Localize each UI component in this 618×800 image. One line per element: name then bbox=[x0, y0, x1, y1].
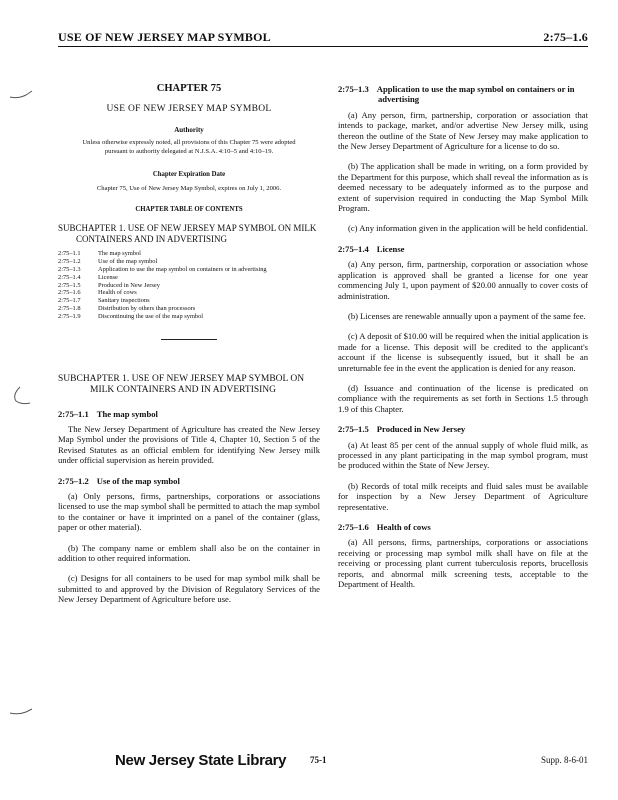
section-heading: 2:75–1.4 License bbox=[338, 243, 405, 254]
header-title: USE OF NEW JERSEY MAP SYMBOL bbox=[58, 30, 271, 44]
page-footer bbox=[115, 752, 588, 772]
binder-hole-mark-icon bbox=[8, 385, 34, 411]
paragraph: (a) Any person, firm, partnership, corporation or association whose application is approved shall be granted a license for one year commencing July 1, upon payment of $20.00 annually to cover costs of administration. bbox=[338, 259, 588, 301]
chapter-number: CHAPTER 75 bbox=[156, 83, 222, 94]
chapter-title: USE OF NEW JERSEY MAP SYMBOL bbox=[106, 104, 272, 115]
expiration-text: Chapter 75, Use of New Jersey Map Symbol, expires on July 1, 2006. bbox=[96, 185, 282, 193]
toc-item[interactable]: 2:75–1.1 The map symbol bbox=[58, 250, 141, 258]
paragraph: (c) Designs for all containers to be used for map symbol milk shall be submitted to and approved by the Division of Regulatory Services of the New Jersey Department of Agriculture before use. bbox=[58, 573, 320, 605]
toc-heading: CHAPTER TABLE OF CONTENTS bbox=[135, 205, 243, 213]
toc-item[interactable]: 2:75–1.2 Use of the map symbol bbox=[58, 258, 158, 266]
toc-subchapter: SUBCHAPTER 1. USE OF NEW JERSEY MAP SYMBOL ON MILK CONTAINERS AND IN ADVERTISING bbox=[58, 223, 317, 244]
paragraph: (b) The company name or emblem shall also be on the container in addition to other required information. bbox=[58, 542, 320, 564]
toc-item[interactable]: 2:75–1.3 Application to use the map symbol on containers or in advertising bbox=[58, 266, 267, 274]
toc-item[interactable]: 2:75–1.7 Sanitary inspections bbox=[58, 297, 150, 305]
toc-item[interactable]: 2:75–1.6 Health of cows bbox=[58, 289, 137, 297]
paragraph: The New Jersey Department of Agriculture has created the New Jersey Map Symbol under the provisions of Title 4, Chapter 10, Section 5 of the Revised Statutes as an official emblem for identifying New Jersey milk under official supervision as herein provided. bbox=[58, 424, 320, 466]
right-column bbox=[338, 84, 588, 599]
toc-item[interactable]: 2:75–1.9 Discontinuing the use of the map symbol bbox=[58, 312, 204, 320]
paragraph: (d) Issuance and continuation of the license is predicated on compliance with the requirements as set forth in Sections 1.5 through 1.9 of this Chapter. bbox=[338, 382, 588, 414]
section-divider bbox=[161, 339, 217, 340]
paragraph: (b) Records of total milk receipts and fluid sales must be available for inspection by a New Jersey Department of Agriculture representative. bbox=[338, 480, 588, 512]
section-heading: 2:75–1.5 Produced in New Jersey bbox=[338, 424, 466, 435]
paragraph: (a) At least 85 per cent of the annual supply of whole fluid milk, as processed in any plant participating in the map symbol program, must be produced within the State of New Jersey. bbox=[338, 439, 588, 471]
paragraph: (a) Any person, firm, partnership, corporation or association that intends to package, market, and/or advertise New Jersey milk, using thereon the outline of the State of New Jersey may make application to the New Jersey Department of Agriculture for a license to do so. bbox=[338, 109, 588, 152]
section-heading: 2:75–1.2 Use of the map symbol bbox=[58, 475, 180, 486]
page-number: 75-1 bbox=[310, 755, 327, 765]
authority-heading: Authority bbox=[174, 125, 204, 134]
paragraph: (b) The application shall be made in writing, on a form provided by the Department for this purpose, which shall reveal the information as is deemed necessary to be adequately informed as to the purpose and extent of supervision required in conducting the Map Symbol Milk Program. bbox=[338, 161, 588, 214]
section-heading: 2:75–1.6 Health of cows bbox=[338, 522, 431, 532]
left-column bbox=[58, 84, 320, 615]
toc-item[interactable]: 2:75–1.8 Distribution by others than processors bbox=[58, 305, 196, 313]
paragraph: (a) All persons, firms, partnerships, corporations or associations receiving or processing map symbol milk shall have on file at the receiving or processing plant current tuberculosis reports, brucellosis reports, and abnormal milk screening tests, acceptable to the Department of Health. bbox=[338, 537, 588, 590]
section-heading: 2:75–1.3 Application to use the map symbol on containers or in advertising bbox=[338, 84, 575, 105]
binder-hole-mark-icon bbox=[8, 705, 34, 719]
section-heading: 2:75–1.1 The map symbol bbox=[58, 408, 158, 419]
paragraph: (b) Licenses are renewable annually upon a payment of the same fee. bbox=[348, 310, 586, 321]
library-stamp: New Jersey State Library bbox=[115, 752, 287, 769]
authority-text: Unless otherwise expressly noted, all provisions of this Chapter 75 were adopted pursuant to authority delegated at N.J.S.A. 4:10–5 and 4:10–19. bbox=[82, 139, 296, 155]
table-of-contents bbox=[58, 250, 320, 320]
header-section: 2:75–1.6 bbox=[543, 30, 588, 44]
paragraph: (c) Any information given in the application will be held confidential. bbox=[348, 223, 588, 234]
toc-item[interactable]: 2:75–1.5 Produced in New Jersey bbox=[58, 281, 160, 289]
toc-item[interactable]: 2:75–1.4 License bbox=[58, 273, 118, 281]
expiration-heading: Chapter Expiration Date bbox=[152, 171, 226, 179]
paragraph: (c) A deposit of $10.00 will be required when the initial application is made for a license. This deposit will be credited to the applicant's account if the license is subsequently issued, but it shall be an unreturnable fee in the event the application is denied for any reason. bbox=[338, 331, 588, 373]
binder-hole-mark-icon bbox=[8, 88, 34, 102]
header-rule bbox=[58, 46, 588, 47]
subchapter-heading: SUBCHAPTER 1. USE OF NEW JERSEY MAP SYMBOL ON MILK CONTAINERS AND IN ADVERTISING bbox=[58, 373, 305, 396]
supplement-date: Supp. 8-6-01 bbox=[541, 755, 588, 765]
paragraph: (a) Only persons, firms, partnerships, corporations or associations licensed to use the map symbol shall be permitted to attach the map symbol to the container or have it imprinted on a panel of the container (glass, paper or other material). bbox=[58, 491, 320, 533]
